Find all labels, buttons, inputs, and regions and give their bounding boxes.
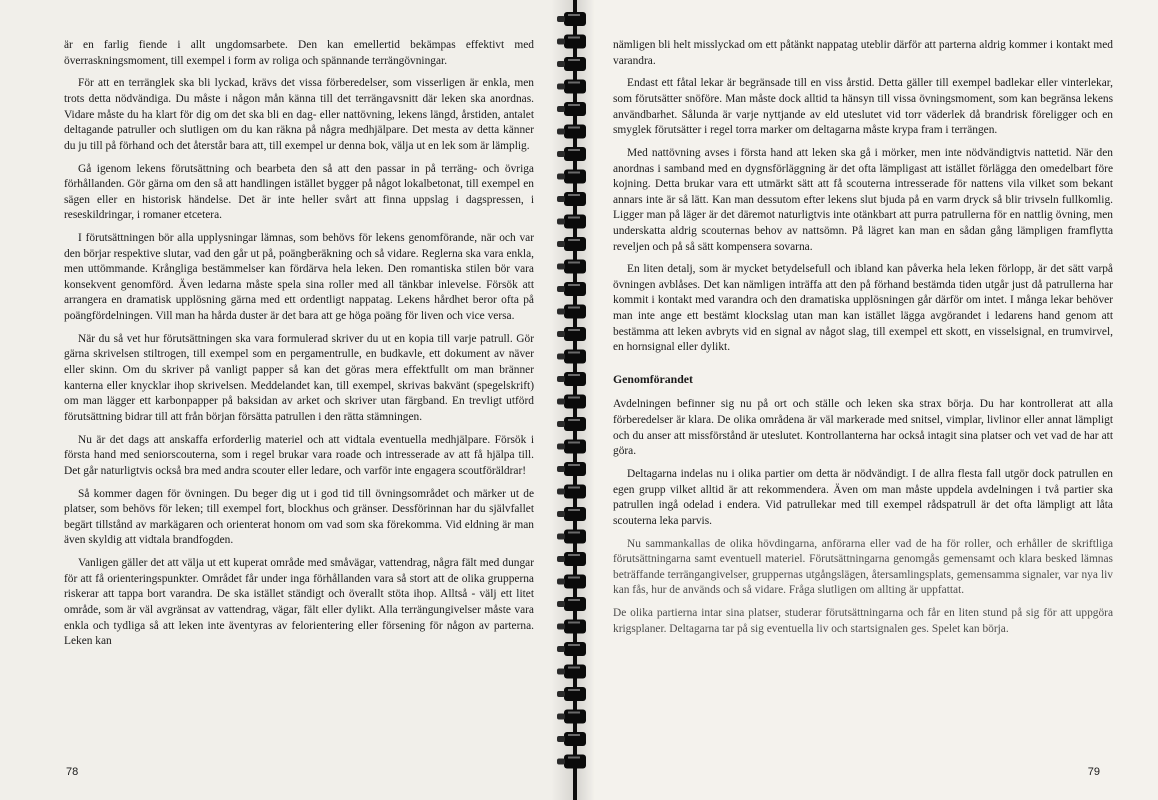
page-number-right: 79 [1087, 766, 1100, 778]
paragraph: Vanligen gäller det att välja ut ett kuperat område med småvägar, vattendrag, några fält med dungar för att få orienteringspunkter. Området får under inga förhållanden vara så stort att de olika grupperna riskerar att tappa bort varandra. De ska istället ständigt och överallt stöta ihop. Alltså - välj ett litet område, som är väl avgränsat av vattendrag, vägar, fält eller dylikt. Alla terrängungivelser måste vara enkla och tydliga så att leken inte äventyras av felorientering eller försening för någon av parterna. Leken kan [64, 557, 534, 648]
paragraph: En liten detalj, som är mycket betydelsefull och ibland kan påverka hela leken förlopp, är det sätt varpå övningen avblåses. Det kan nämligen inträffa att den på förhand bestämda tiden utgår just då patrullerna har kommit i kontakt med varandra och den dramatiska upplösningen går därför om intet. I många lekar behöver man inte ange ett bestämt klockslag utan man kan istället lägga avgörandet i ledarens hand genom att bestämma att leken avbryts vid en signal av något slag, till exempel ett skott, en visselsignal, en trumvirvel, en hornsignal eller dylikt. [613, 263, 1113, 354]
binding-coil [557, 237, 586, 251]
left-page-text [64, 38, 534, 657]
binding-coil [557, 102, 586, 116]
paragraph: Deltagarna indelas nu i olika partier om detta är nödvändigt. I de allra flesta fall utgör dock patrullen en egen grupp vilket alltid är att rekommendera. Även om man måste uppdela avdelningen i två partier ska patrullen ingå odelad i endera. Vid patrullekar med till exempel rådspatrull är det ofta lämpligt att låta scouterna leka parvis. [613, 468, 1113, 527]
paragraph: Så kommer dagen för övningen. Du beger dig ut i god tid till övningsområdet och märker ut de platser, som behövs för leken; till exempel fort, blockhus och gränser. Dessförinnan har du självfallet begärt tillstånd av markägaren och orienterat honom om vad som ska förekomma. Vid eldning är man även skyldig att vidtala brandfogden. [64, 487, 534, 547]
binding-coil [557, 192, 586, 206]
paragraph: I förutsättningen bör alla upplysningar lämnas, som behövs för lekens genomförande, när och var den börjar respektive slutar, vad den går ut på, poängberäkning och så vidare. Reglerna ska vara enkla, men uttömmande. Krångliga bestämmelser kan fördärva hela leken. Den romantiska stilen bör vara konsekvent genomförd. Även ledarna måste spela sina roller med all tänkbar inlevelse. Försök att arrangera en dramatisk upplösning gärna med ett ordentligt nappatag. Lekens hårdhet beror ofta på poängfördelningen. Vill man ha hårda duster är det bara att ge höga poäng för liven och vice versa. [64, 232, 534, 323]
paragraph: är en farlig fiende i allt ungdomsarbete. Den kan emellertid bekämpas effektivt med överraskningsmoment, till exempel i form av roliga och spännande terrängövningar. [64, 39, 534, 67]
binding-coil [557, 440, 586, 454]
binding-coil [557, 665, 586, 679]
binding-coil [557, 147, 586, 161]
binding-coil [557, 395, 586, 409]
binding-coil [557, 282, 586, 296]
paragraph: Avdelningen befinner sig nu på ort och ställe och leken ska strax börja. Du har kontrollerat att alla förberedelser är klara. De olika områdena är väl markerade med snitsel, vimplar, livlinor eller annat lämpligt och du anser att missförstånd är uteslutet. Kontrollanterna har också intagit sina platser och vet vad de har att göra. [613, 398, 1113, 458]
binding-coil [557, 687, 586, 701]
binding-coil [557, 597, 586, 611]
binding-coil [557, 260, 586, 274]
right-page-text [613, 38, 1113, 645]
binding-coil [557, 57, 586, 71]
binding-coil [557, 372, 586, 386]
paragraph: Gå igenom lekens förutsättning och bearbeta den så att den passar in på terräng- och övriga förhållanden. Gör gärna om den så att handlingen istället bygger på något lokalbetonat, till exempel en sägen eller en historisk händelse. Det är inte heller svårt att finna uppslag i dagspressen, i reseskildringar, i romaner etcetera. [64, 162, 534, 222]
paragraph: Endast ett fåtal lekar är begränsade till en viss årstid. Detta gäller till exempel badlekar eller vinterlekar, som förutsätter snöföre. Man måste dock alltid ta hänsyn till vissa övningsmoment, som kan begränsa lekens användbarhet. Sålunda är varje nyttjande av eld uteslutet vid torr väderlek då brandrisk föreligger och en smyglek förutsätter i regel torra marker om deltagarna måste krypa fram i terrängen. [613, 77, 1113, 137]
binding-coil [557, 620, 586, 634]
binding-coil [557, 125, 586, 139]
binding-coil [557, 485, 586, 499]
binding-coil [557, 350, 586, 364]
binding-coil [557, 12, 586, 26]
paragraph: Nu sammankallas de olika hövdingarna, anförarna eller vad de ha för roller, och erhåller de skriftliga förutsättningarna samt eventuell materiel. Förutsättningarna genomgås gemensamt och klara besked lämnas beträffande terrängangivelser, gruppernas utgångslägen, återsamlingsplats, gemensamma signaler, var nya liv kan fås, hur de används och så vidare. Fråga slutligen om allting är uppfattat. [613, 537, 1113, 597]
binding-coil [557, 462, 586, 476]
binding-coil [557, 642, 586, 656]
binding-coil [557, 215, 586, 229]
paragraph: Med nattövning avses i första hand att leken ska gå i mörker, men inte nödvändigtvis nattetid. När den anordnas i samband med en dygnsförläggning är det ofta lämpligast att istället förlägga den omedelbart före kojning. Detta brukar vara ett utmärkt sätt att få scouterna intresserade för nattens vila vilket som bekant annars inte är så lätt. Kan man dessutom efter lekens slut bjuda på en varm dryck så blir trivseln fullkomlig. Ligger man på läger är det däremot naturligtvis inte otänkbart att purra patrullerna för en nattlig övning, men underskatta aldrig scouternas behov av nattsömn. På lägret kan man en sådan gång lämpligen framflytta reveljen och på så sätt kompensera sovarna. [613, 146, 1113, 253]
spiral-binding [554, 0, 604, 800]
binding-coil [557, 552, 586, 566]
right-page [577, 0, 1158, 800]
binding-coil [557, 710, 586, 724]
binding-coil [557, 80, 586, 94]
binding-coil [557, 755, 586, 769]
binding-coil [557, 35, 586, 49]
binding-coil [557, 507, 586, 521]
binding-coil [557, 732, 586, 746]
section-heading: Genomförandet [613, 371, 693, 386]
binding-coil [557, 417, 586, 431]
paragraph: När du så vet hur förutsättningen ska vara formulerad skriver du ut en kopia till varje patrull. Gör gärna skrivelsen stiltrogen, till exempel som en pergamentrulle, en budkavle, ett dokument av näver eller skinn. Om du skriver på vanligt papper så kan det göras mera effektfullt om man bränner kanterna eller knycklar ihop skrivelsen. Meddelandet kan, till exempel, skrivas bakvänt (spegelskrift) om man lägger ett karbonpapper på baksidan av arket och skriver utan färgband. En trevligt utförd förutsättning bidrar till att från början försätta patrullen i den rätta stämningen. [64, 332, 534, 423]
binding-coil [557, 530, 586, 544]
binding-coil [557, 170, 586, 184]
paragraph: De olika partierna intar sina platser, studerar förutsättningarna och får en liten stund på sig för att uppgöra krigsplaner. Deltagarna tar på sig eventuella liv och startsignalen ges. Spelet kan börja. [613, 607, 1113, 635]
page-number-left: 78 [66, 766, 79, 778]
paragraph: nämligen bli helt misslyckad om ett påtänkt nappatag uteblir därför att parterna aldrig kommer i kontakt med varandra. [613, 39, 1113, 67]
binding-coil [557, 327, 586, 341]
binding-coil [557, 575, 586, 589]
paragraph: Nu är det dags att anskaffa erforderlig materiel och att vidtala eventuella medhjälpare. Försök i första hand med seniorscouterna, som i regel brukar vara roade och intresserade av att få hjälpa till. Det går naturligtvis också bra med andra scouter eller ledare, och varför inte engagera scoutföräldrar! [64, 433, 534, 477]
paragraph: För att en terränglek ska bli lyckad, krävs det vissa förberedelser, som visserligen är enkla, men trots detta nödvändiga. Du måste i någon mån känna till det terrängavsnitt där leken ska anordnas. Vidare måste du ha klart för dig om det ska bli en dag- eller nattövning, lekens längd, årstiden, antalet deltagande patruller och slutligen om du kan räkna på några medhjälpare. Det mesta av detta känner du ju till på förhand och det återstår bara att, till exempel ur denna bok, välja ut en lek som är lämplig. [64, 77, 534, 152]
binding-coil [557, 305, 586, 319]
left-page [0, 0, 573, 800]
